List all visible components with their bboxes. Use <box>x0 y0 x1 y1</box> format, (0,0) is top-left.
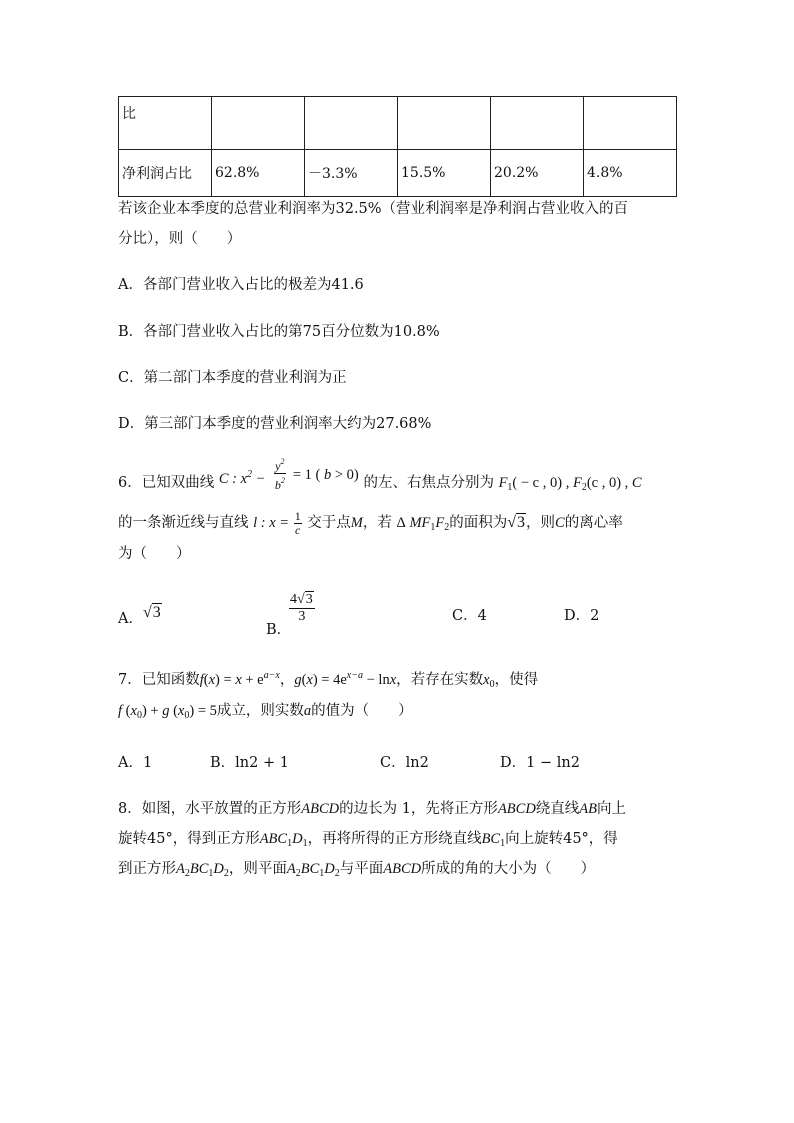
q8-line-3 <box>118 859 595 884</box>
table-cell <box>398 97 491 150</box>
q6-line-3: 为（ ） <box>118 546 191 562</box>
table-cell: 20.2% <box>491 150 584 197</box>
q8-l3-b: ，则平面 <box>228 861 287 877</box>
q6-option-c: C．4 <box>452 608 487 624</box>
table-cell: 15.5% <box>398 150 491 197</box>
q5-option-b: B．各部门营业收入占比的第75百分位数为10.8% <box>118 324 440 340</box>
q8-l1-b: 的边长为 1，先将正方形 <box>339 801 498 817</box>
q7-prefix: 7．已知函数 <box>118 672 200 688</box>
q8-abcd: ABCD <box>301 801 340 817</box>
q6-area: √3 <box>507 513 526 531</box>
q7-tail2: 的值为（ ） <box>311 703 413 719</box>
q6-line2-b: 交于点 <box>307 514 351 531</box>
q8-l1-c: 绕直线 <box>535 801 580 817</box>
q6-opt-a-value: √3 <box>142 604 161 621</box>
q6-mid1: 的左、右焦点分别为 <box>363 475 494 491</box>
q6-option-a <box>118 604 162 629</box>
q8-bc1: $BC_1$ <box>481 831 506 849</box>
q6-triangle: Δ $MF_1F_2$ <box>396 514 450 533</box>
q6-opt-b-label: B． <box>266 622 292 638</box>
q6-hyperbola-eq: C : $x^2$ − $\frac{y^2}{b^2}$ = 1 ( b > 0) <box>218 457 359 492</box>
profit-table <box>118 96 677 197</box>
q7-mid2: ，使得 <box>494 672 539 688</box>
q8-l3-d: 所成的角的大小为（ ） <box>421 861 596 877</box>
table-cell <box>584 97 677 150</box>
q7-sep: ， <box>279 672 295 688</box>
q6-line2-d: 的面积为 <box>449 514 508 531</box>
q7-x0: $x_0$ <box>483 672 495 690</box>
q8-l3-c: 与平面 <box>339 861 384 877</box>
q8-l2-c: 向上旋转45°，得 <box>505 831 618 847</box>
q8-l2-b: ，再将所得的正方形绕直线 <box>307 831 482 847</box>
table-cell: 4.8% <box>584 150 677 197</box>
q8-ab: AB <box>579 801 598 817</box>
table-cell: 比 <box>119 97 212 150</box>
q6-line2-e: ，则 <box>526 514 556 531</box>
q8-abcd-2: ABCD <box>497 801 536 817</box>
q6-line-l: l : x = $\frac{1}{c}$ <box>253 509 301 537</box>
q7-option-a: A．1 <box>118 755 153 771</box>
q7-option-c: C．ln2 <box>380 755 429 771</box>
table-cell <box>212 97 305 150</box>
table-cell: 净利润占比 <box>119 150 212 197</box>
q7-a: a <box>303 703 312 719</box>
q7-f: $f(x) = x + e^{a-x}$ <box>199 670 280 688</box>
q7-option-b: B．ln2 + 1 <box>210 755 289 771</box>
q8-l1-d: 向上 <box>597 801 627 817</box>
q6-foci: $F_1( - c$ , 0) , $F_2(c$ , 0) , C <box>498 475 642 493</box>
intro-line-1: 若该企业本季度的总营业利润率为32.5%（营业利润率是净利润占营业收入的百 <box>118 201 629 217</box>
q8-line-2 <box>118 829 618 854</box>
q8-l1-a: 8．如图，水平放置的正方形 <box>118 801 302 817</box>
q8-l2-a: 旋转45°，得到正方形 <box>118 831 260 847</box>
q8-a2bc1d2: $A_2BC_1D_2$ <box>176 861 229 879</box>
table-row <box>119 97 677 150</box>
q6-option-d: D．2 <box>564 608 600 624</box>
table-row <box>119 150 677 197</box>
q7-tail: 成立，则实数 <box>216 703 304 719</box>
q8-line-1 <box>118 799 626 819</box>
q5-option-c: C．第二部门本季度的营业利润为正 <box>118 370 347 386</box>
q8-abcd-3: ABCD <box>383 861 422 877</box>
q5-option-d: D．第三部门本季度的营业利润率大约为27.68% <box>118 416 432 432</box>
q8-l3-a: 到正方形 <box>118 861 176 877</box>
q6-opt-a-label: A． <box>118 611 143 627</box>
q6-line2-f: 的离心率 <box>564 514 623 531</box>
q6-line-2 <box>118 510 623 538</box>
q8-abc1d1: $ABC_1D_1$ <box>259 831 308 849</box>
q6-line-1 <box>118 457 642 498</box>
table-cell <box>491 97 584 150</box>
q8-a2bc1d2-2: $A_2BC_1D_2$ <box>286 861 340 879</box>
q6-line2-a: 的一条渐近线与直线 <box>118 514 249 531</box>
intro-line-2: 分比），则（ ） <box>118 231 242 247</box>
table-cell: 62.8% <box>212 150 305 197</box>
q7-line-2 <box>118 701 413 726</box>
q5-option-a: A．各部门营业收入占比的极差为41.6 <box>118 277 364 293</box>
q6-option-b-value: $\frac{4√3}{3}$ <box>290 592 313 624</box>
q6-line2-c: ，若 <box>362 514 392 531</box>
q7-eq: f $(x_0) + g$ $(x_0) = 5$ <box>118 703 217 721</box>
q6-prefix: 6．已知双曲线 <box>118 475 215 491</box>
q7-option-d: D．1 − ln2 <box>500 755 580 771</box>
q7-line-1 <box>118 666 538 695</box>
q7-mid: ，若存在实数 <box>396 672 484 688</box>
table-cell <box>305 97 398 150</box>
q7-g: $g(x) = 4e^{x-a} - \ln x$ <box>294 670 397 688</box>
q6-c-letter: C <box>555 514 565 531</box>
q6-point-m: M <box>350 514 363 531</box>
table-cell: －3.3% <box>305 150 398 197</box>
